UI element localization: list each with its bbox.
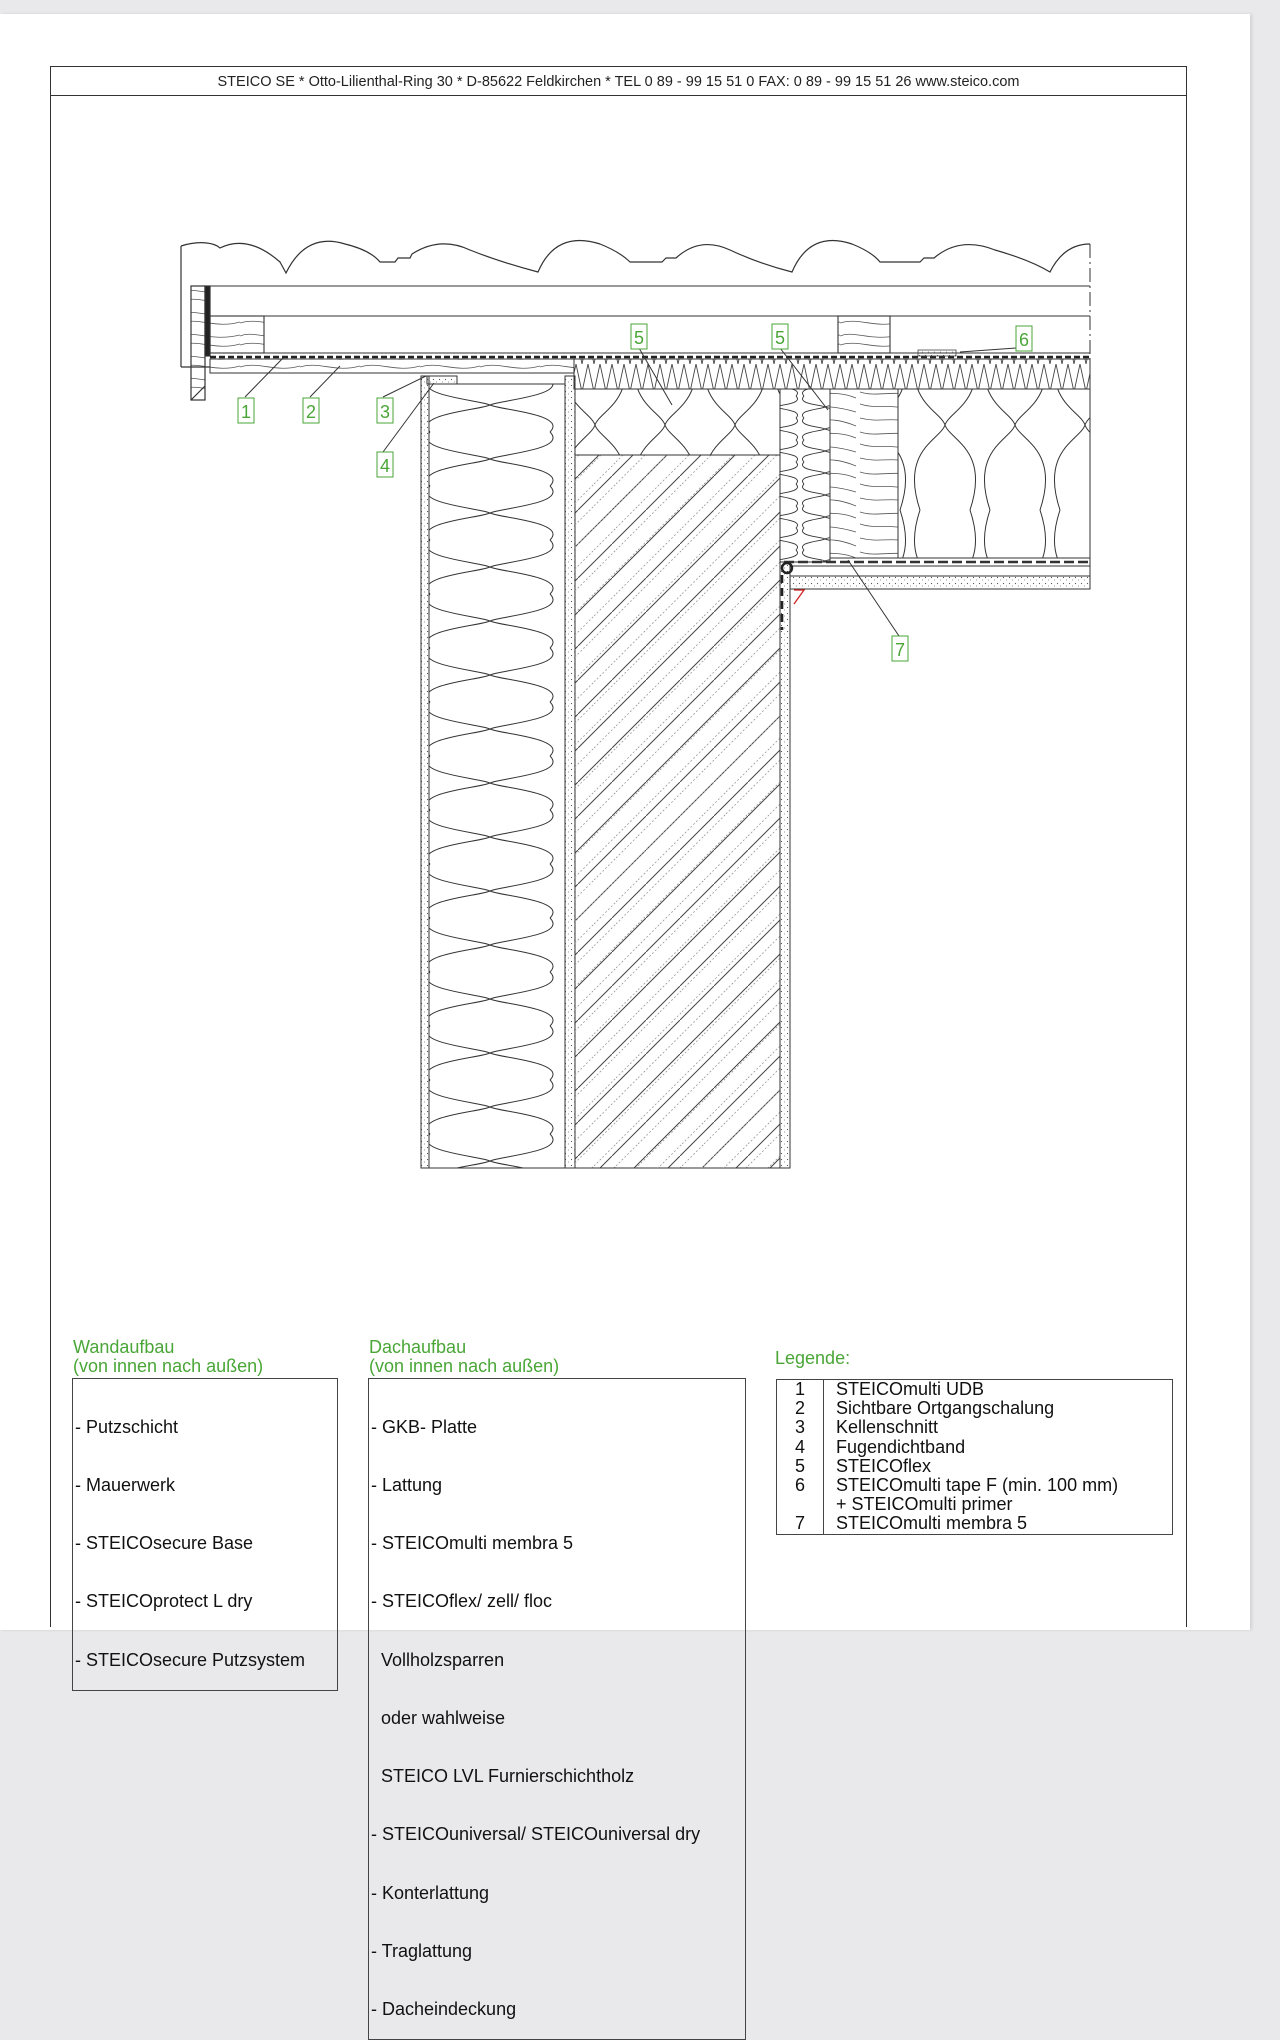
legend-text: STEICOmulti membra 5 (836, 1513, 1028, 1534)
rafter (830, 389, 898, 558)
callout-7: 7 (894, 640, 906, 660)
legend-num: 5 (777, 1457, 824, 1476)
legend-text: STEICOflex (836, 1455, 932, 1476)
roof-title (369, 1338, 559, 1376)
legend-text: + STEICOmulti primer (836, 1494, 1013, 1515)
callout-6: 6 (1018, 330, 1030, 350)
interior-plaster (780, 562, 790, 1168)
roof-item: - Traglattung (371, 1940, 473, 1961)
roof-item: oder wahlweise (371, 1707, 506, 1728)
red-mark (794, 590, 804, 604)
roof-insulation (898, 389, 1090, 558)
wall-title (73, 1338, 263, 1376)
legend-row (777, 1399, 1172, 1418)
verge-board (191, 286, 210, 400)
ortgang-board (210, 359, 574, 373)
legend-text: STEICOmulti tape F (min. 100 mm) (836, 1475, 1119, 1496)
callout-5a: 5 (633, 328, 645, 348)
legend-text: Sichtbare Ortgangschalung (836, 1398, 1055, 1419)
edge-insulation (780, 389, 830, 562)
legend-num: 1 (777, 1380, 824, 1399)
legend-num (777, 1495, 824, 1514)
legend-table (776, 1379, 1173, 1535)
legend-title: Legende: (775, 1348, 851, 1368)
roof-item: Vollholzsparren (371, 1649, 505, 1670)
callout-2: 2 (305, 402, 317, 422)
company-header: STEICO SE * Otto-Lilienthal-Ring 30 * D-85622 Feldkirchen * TEL 0 89 - 99 15 51 0 FAX: 0 89 - 99 15 51 26 www.steico.com (51, 67, 1186, 96)
roof-item: - STEICOflex/ zell/ floc (371, 1591, 553, 1612)
legend-text: Kellenschnitt (836, 1417, 939, 1438)
roof-item: - Dacheindeckung (371, 1999, 517, 2019)
wall-item: - Mauerwerk (75, 1475, 176, 1496)
roof-item: STEICO LVL Furnierschichtholz (371, 1766, 635, 1787)
legend-text: STEICOmulti UDB (836, 1379, 985, 1399)
legend-num: 7 (777, 1514, 824, 1533)
roof-list (368, 1378, 746, 2040)
wall-item: - STEICOsecure Base (75, 1533, 254, 1554)
callout-1: 1 (240, 402, 252, 422)
roof-item: - STEICOmulti membra 5 (371, 1533, 574, 1554)
legend-row (777, 1380, 1172, 1399)
roof-title-text: Dachaufbau (369, 1337, 467, 1357)
wall-item: - Putzschicht (75, 1416, 179, 1437)
roof-item: - STEICOuniversal/ STEICOuniversal dry (371, 1824, 701, 1845)
roof-item: - GKB- Platte (371, 1416, 478, 1437)
joint-seal-tape (427, 376, 457, 384)
legend-row (777, 1495, 1172, 1514)
top-insulation (575, 389, 780, 455)
legend-num: 6 (777, 1476, 824, 1495)
roof-item: - Lattung (371, 1475, 443, 1496)
roof-item: - Konterlattung (371, 1882, 490, 1903)
legend-row (777, 1514, 1172, 1533)
legend-num: 3 (777, 1418, 824, 1437)
wall-subtitle: (von innen nach außen) (73, 1356, 264, 1376)
steicoflex-sarking (574, 359, 1090, 389)
legend-num: 4 (777, 1438, 824, 1457)
wall-insulation (421, 376, 575, 1168)
callout-3: 3 (379, 402, 391, 422)
wall-item: - STEICOsecure Putzsystem (75, 1649, 306, 1670)
callout-5b: 5 (774, 328, 786, 348)
legend-row (777, 1418, 1172, 1437)
legend-text: Fugendichtband (836, 1436, 966, 1457)
ceiling-layers (784, 562, 1090, 589)
wall-list (72, 1378, 338, 1691)
roof-subtitle: (von innen nach außen) (369, 1356, 560, 1376)
wall-item: - STEICOprotect L dry (75, 1591, 253, 1612)
callout-4: 4 (379, 456, 391, 476)
wall-title-text: Wandaufbau (73, 1337, 175, 1357)
legend-row (777, 1457, 1172, 1476)
legend-row (777, 1438, 1172, 1457)
legend-row (777, 1476, 1172, 1495)
tape-f (918, 350, 956, 356)
legend-num: 2 (777, 1399, 824, 1418)
